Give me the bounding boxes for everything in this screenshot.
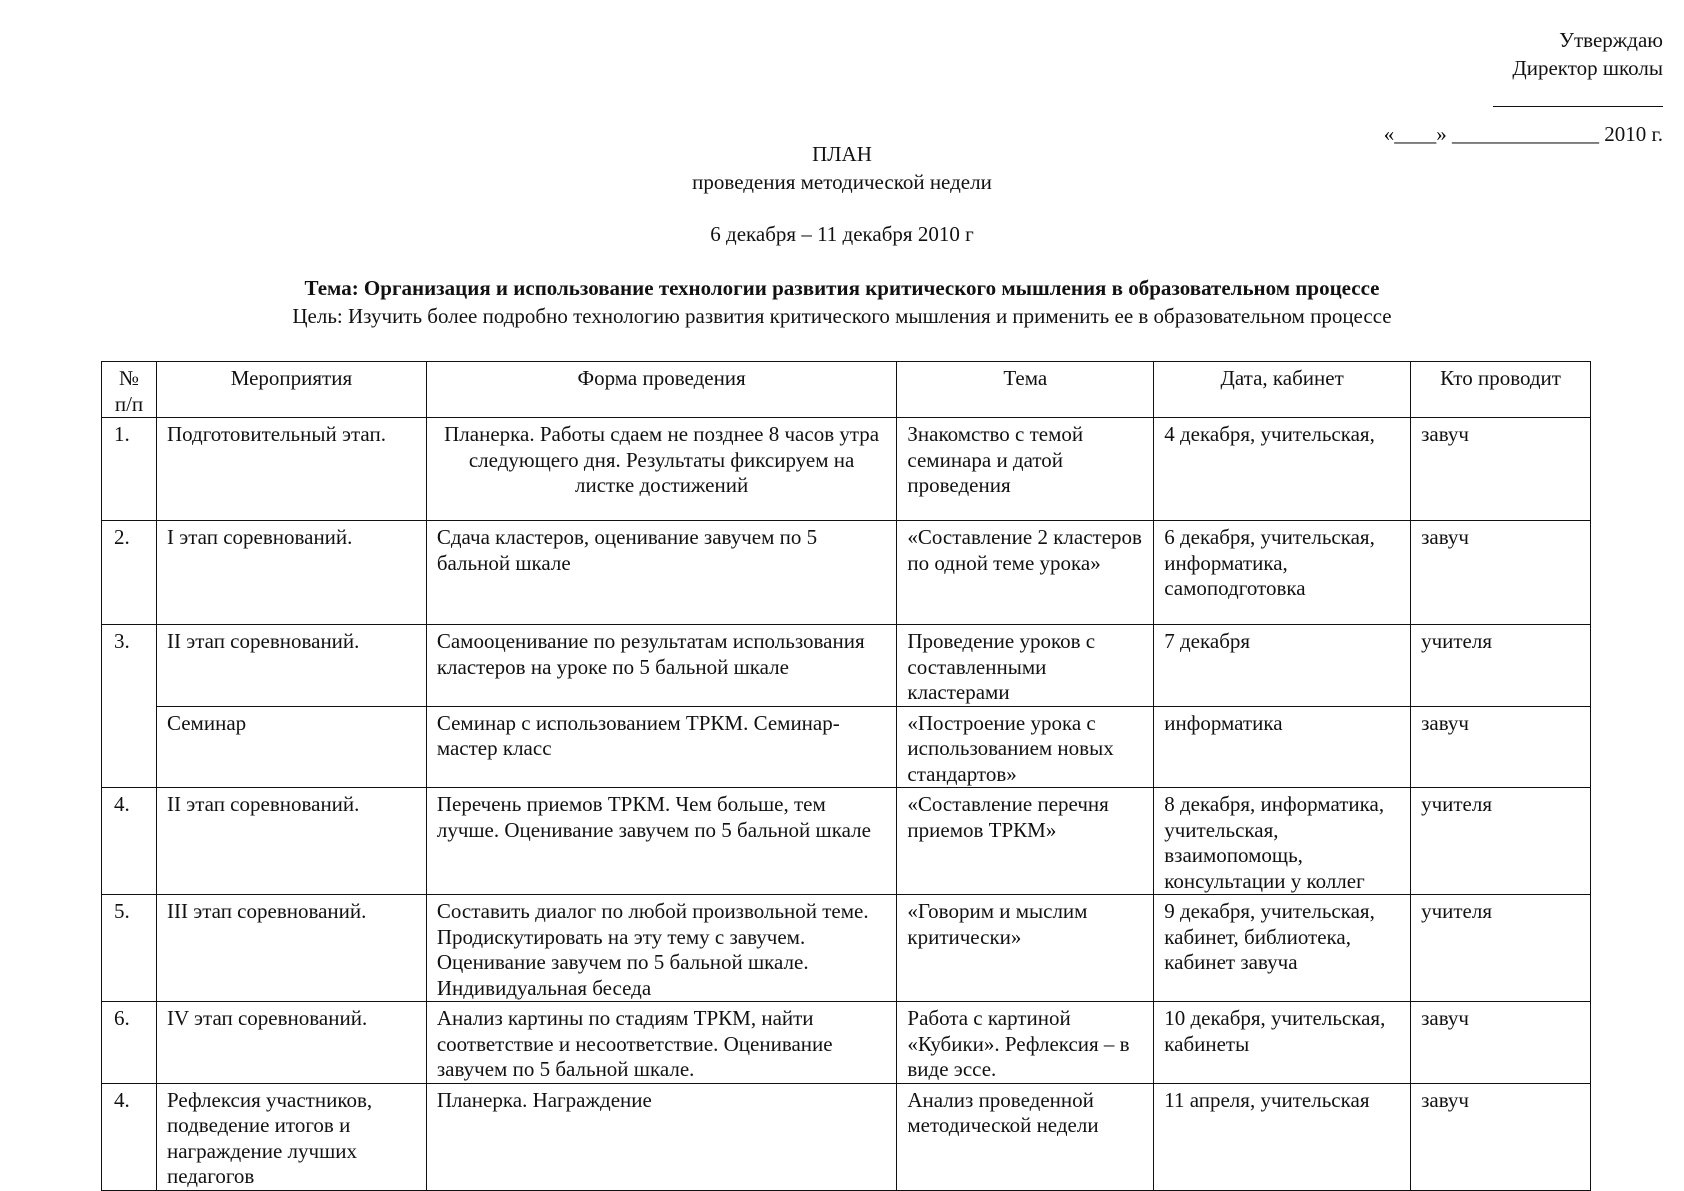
header-who: Кто проводит — [1411, 362, 1591, 418]
row-number: 4. — [102, 1083, 157, 1190]
row-theme: Анализ проведенной методической недели — [897, 1083, 1154, 1190]
row-who: завуч — [1411, 521, 1591, 625]
approval-line2: Директор школы — [1512, 56, 1663, 80]
row-form: Самооценивание по результатам использования кластеров на уроке по 5 бальной шкале — [426, 625, 897, 707]
header-date: Дата, кабинет — [1154, 362, 1411, 418]
row-event: IV этап соревнований. — [156, 1002, 426, 1084]
row-number: 6. — [102, 1002, 157, 1084]
table-row — [102, 1002, 1591, 1084]
table-row — [102, 706, 1591, 788]
row-who: учителя — [1411, 788, 1591, 895]
table-row — [102, 788, 1591, 895]
row-theme: Работа с картиной «Кубики». Рефлексия – в виде эссе. — [897, 1002, 1154, 1084]
row-number: 5. — [102, 895, 157, 1002]
row-date: 11 апреля, учительская — [1154, 1083, 1411, 1190]
table-row — [102, 521, 1591, 625]
row-date: 8 декабря, информатика, учительская, взаимопомощь, консультации у коллег — [1154, 788, 1411, 895]
row-event: I этап соревнований. — [156, 521, 426, 625]
row-who: завуч — [1411, 1002, 1591, 1084]
header-number: № п/п — [102, 362, 157, 418]
table-row — [102, 1083, 1591, 1190]
row-date: 6 декабря, учительская, информатика, самоподготовка — [1154, 521, 1411, 625]
approval-date-line: «____» ______________ 2010 г. — [1383, 122, 1663, 146]
table-row — [102, 625, 1591, 707]
row-date: 10 декабря, учительская, кабинеты — [1154, 1002, 1411, 1084]
row-event: II этап соревнований. — [156, 788, 426, 895]
row-form: Семинар с использованием ТРКМ. Семинар-мастер класс — [426, 706, 897, 788]
document-dates: 6 декабря – 11 декабря 2010 г — [710, 222, 974, 246]
row-event: II этап соревнований. — [156, 625, 426, 707]
row-date: информатика — [1154, 706, 1411, 788]
row-theme: «Составление 2 кластеров по одной теме урока» — [897, 521, 1154, 625]
row-theme: «Говорим и мыслим критически» — [897, 895, 1154, 1002]
row-number: 4. — [102, 788, 157, 895]
table-header-row — [102, 362, 1591, 418]
row-date: 7 декабря — [1154, 625, 1411, 707]
row-number: 2. — [102, 521, 157, 625]
row-who: завуч — [1411, 418, 1591, 521]
row-theme: Проведение уроков с составленными кластерами — [897, 625, 1154, 707]
approval-block — [1384, 26, 1663, 148]
row-number: 1. — [102, 418, 157, 521]
row-form: Анализ картины по стадиям ТРКМ, найти соответствие и несоответствие. Оценивание завучем по 5 бальной шкале. — [426, 1002, 897, 1084]
row-form: Сдача кластеров, оценивание завучем по 5 бальной шкале — [426, 521, 897, 625]
row-form: Планерка. Работы сдаем не позднее 8 часов утра следующего дня. Результаты фиксируем на листке достижений — [426, 418, 897, 521]
row-who: завуч — [1411, 706, 1591, 788]
document-goal: Цель: Изучить более подробно технологию развития критического мышления и применить ее в образовательном процессе — [292, 304, 1392, 328]
row-event: Семинар — [156, 706, 426, 788]
row-event: Подготовительный этап. — [156, 418, 426, 521]
header-theme: Тема — [897, 362, 1154, 418]
table-row — [102, 895, 1591, 1002]
row-form: Составить диалог по любой произвольной теме. Продискутировать на эту тему с завучем. Оценивание завучем по 5 бальной шкале. Индивидуальная беседа — [426, 895, 897, 1002]
signature-line — [1493, 82, 1663, 107]
row-who: завуч — [1411, 1083, 1591, 1190]
table-row — [102, 418, 1591, 521]
document-title: ПЛАН — [812, 142, 872, 166]
row-form: Планерка. Награждение — [426, 1083, 897, 1190]
row-theme: «Построение урока с использованием новых стандартов» — [897, 706, 1154, 788]
row-number: 3. — [102, 625, 157, 788]
row-who: учителя — [1411, 625, 1591, 707]
header-events: Мероприятия — [156, 362, 426, 418]
row-event: III этап соревнований. — [156, 895, 426, 1002]
header-form: Форма проведения — [426, 362, 897, 418]
row-event: Рефлексия участников, подведение итогов и награждение лучших педагогов — [156, 1083, 426, 1190]
approval-line1: Утверждаю — [1559, 28, 1663, 52]
plan-table — [101, 361, 1591, 1191]
row-theme: «Составление перечня приемов ТРКМ» — [897, 788, 1154, 895]
row-date: 9 декабря, учительская, кабинет, библиотека, кабинет завуча — [1154, 895, 1411, 1002]
document-header — [0, 140, 1684, 330]
row-form: Перечень приемов ТРКМ. Чем больше, тем лучше. Оценивание завучем по 5 бальной шкале — [426, 788, 897, 895]
row-theme: Знакомство с темой семинара и датой проведения — [897, 418, 1154, 521]
document-theme: Тема: Организация и использование технологии развития критического мышления в образовательном процессе — [304, 276, 1380, 300]
row-who: учителя — [1411, 895, 1591, 1002]
row-date: 4 декабря, учительская, — [1154, 418, 1411, 521]
document-subtitle: проведения методической недели — [692, 170, 992, 194]
